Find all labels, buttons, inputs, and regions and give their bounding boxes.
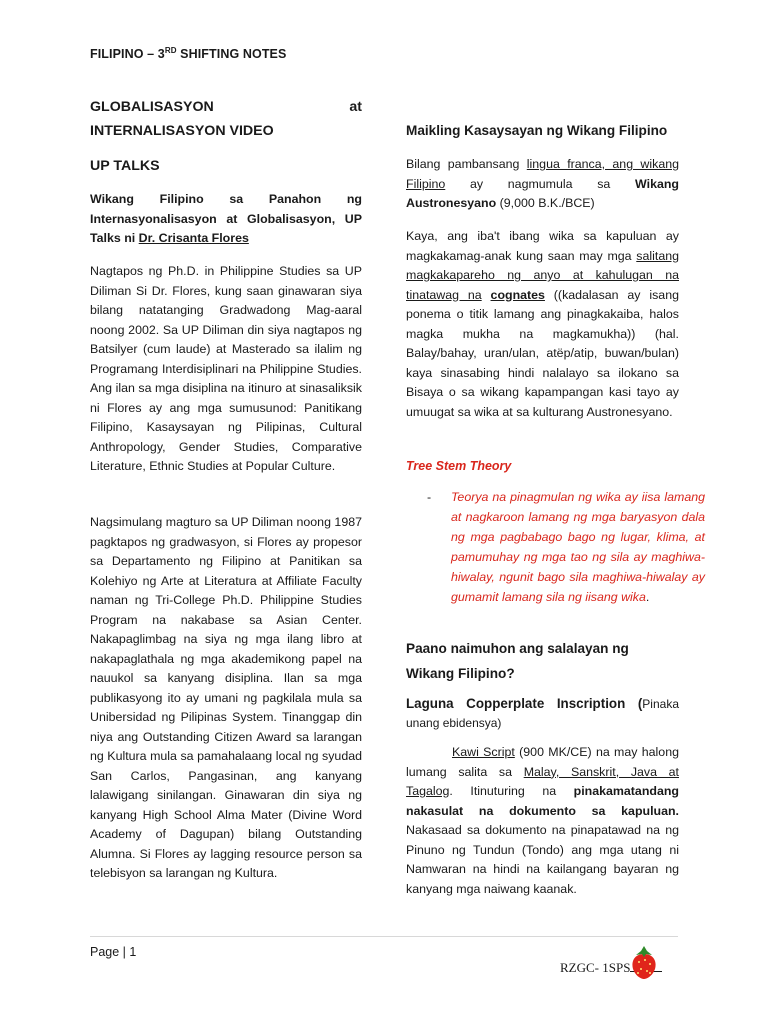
history-paragraph-1 [406,155,679,214]
history-paragraph-2 [406,227,679,422]
p2-text-a: Kaya, ang iba't ibang wika sa kapuluan ay magkakamag-anak kung saan may mga [406,229,679,263]
tree-stem-definition [451,487,705,607]
foundation-heading: Paano naimuhon ang salalayan ng Wikang Filipino? [406,641,629,681]
title-word-2: at [349,99,362,115]
p2-text-b: ((kadalasan ay isang ponema o titik lamang ang pinagkakaiba, halos magka mukha na magkamukha)) (hal. Balay/bahay, uran/ulan, atëp/atip, buwan/bulan) kaya sinasabing hindi nalalayo sa ilokano sa Bisaya o sa wikang kapampangan kasi tayo ay umuugat sa wika at sa kulturang Austronesyano. [406,287,679,419]
page-number: Page | 1 [90,945,137,959]
intro-text: Wikang Filipino sa Panahon ng Internasyonalisasyon at Globalisasyon, UP Talks ni [90,192,362,245]
kawi-paragraph [406,743,679,899]
p1-bold: Wikang Austronesyano [406,176,679,210]
p2-cognates: cognates [490,287,545,302]
tree-stem-text: Teorya na pinagmulan ng wika ay iisa lamang at nagkaroon lamang ng mga baryasyon dala ng mga pagbabago bago ng lugar, klima, at pamumuhay ng mga tao ng sila ay maghiwa-hiwalay, ngunit bago sila maghiwa-hiwalay ay gumamit lamang sila ng iisang wika [451,490,705,604]
p1-text-a: Bilang pambansang [406,157,527,171]
header-suffix: SHIFTING NOTES [176,47,287,62]
page-header [90,46,286,61]
p2-space [482,288,491,302]
header-prefix: FILIPINO – 3 [90,47,165,62]
kawi-script-term: Kawi Script [452,745,515,759]
laguna-heading [406,694,679,733]
kawi-text-c: Nakasaad sa dokumento na pinapatawad na ng Pinuno ng Tundun (Tondo) ang mga utang ni Namwaran na hindi na kailangang bayaran ng kanyang mga naiwang kaanak. [406,823,679,896]
footer-divider [90,936,678,937]
p1-underlined: lingua franca, ang wikang Filipino [406,157,679,191]
kawi-languages: Malay, Sanskrit, Java at Tagalog [406,764,679,798]
title-line-2: INTERNALISASYON VIDEO [90,123,274,139]
header-sup: RD [164,46,177,55]
footer-code-text: RZGC- 1SPS [560,960,631,975]
bio-paragraph-1: Nagtapos ng Ph.D. in Philippine Studies sa UP Diliman Si Dr. Flores, kung saan ginawaran siya bilang natatanging Gradwadong Mag-aaral noong 2002. Sa UP Diliman din siya nagtapos ng Batsilyer (cum laude) at Masterado sa ilalim ng Programang Interdisiplinari na Philippine Studies. Ang ilan sa mga disiplina na itinuro at sinasaliksik ni Flores ay ang mga sumusunod: Panitikang Filipino, Kasaysayan ng Pilipinas, Cultural Anthropology, Gender Studies, Comparative Literature, Ethnic Studies at Popular Culture. [90,264,362,473]
title-line-3: UP TALKS [90,158,160,174]
p1-text-b: ay nagmumula sa [445,176,636,191]
history-heading: Maikling Kasaysayan ng Wikang Filipino [406,123,668,138]
author-name: Dr. Crisanta Flores [138,231,249,245]
tree-stem-period: . [645,590,650,604]
strawberry-icon [628,944,660,980]
laguna-title: Laguna Copperplate Inscription ( [406,696,643,711]
kawi-bold: pinakamatandang nakasulat na dokumento sa kapuluan. [406,784,679,818]
p1-text-c: (9,000 B.K./BCE) [496,196,595,210]
kawi-text-b: . Itinuturing na [449,784,574,798]
bio-paragraph-2: Nagsimulang magturo sa UP Diliman noong 1987 pagktapos ng gradwasyon, si Flores ay propesor sa Departamento ng Filipino at Panitikan sa Kolehiyo ng Arte at Literatura at Affiliate Faculty naman ng Tri-College Ph.D. Philippine Studies Program na nakabase sa Asian Center. Nakapaglimbag na siya ng mga ilang libro at nakapaglathala ng mga akademikong papel na nauukol sa kanyang disiplina. Ilan sa mga publikasyong ito ay umani ng pagkilala mula sa Unibersidad ng Pilipinas System. Tinanggap din niya ang Outstanding Citizen Award sa larangan ng Kultura mula sa pamahalaang local ng syudad San Carlos, Pangasinan, ang kanyang lalawigang sinilangan. Ginawaran din siya ng kanyang High School Alma Mater (Divine Word Academy of Dagupan) bilang Outstanding Alumna. Si Flores ay lagging resource person sa telebisyon sa larangan ng Kultura. [90,515,362,880]
p2-underlined: salitang magkakapareho ng anyo at kahulugan na tinatawag na [406,248,679,302]
kawi-text-a: (900 MK/CE) na may halong lumang salita sa [406,745,679,779]
tree-stem-title: Tree Stem Theory [406,459,512,473]
intro-paragraph [90,190,362,249]
laguna-note: Pinaka unang ebidensya) [406,697,679,730]
title-line-1 [90,94,362,120]
bullet-dash: - [427,490,432,504]
title-word-1: GLOBALISASYON [90,99,214,115]
